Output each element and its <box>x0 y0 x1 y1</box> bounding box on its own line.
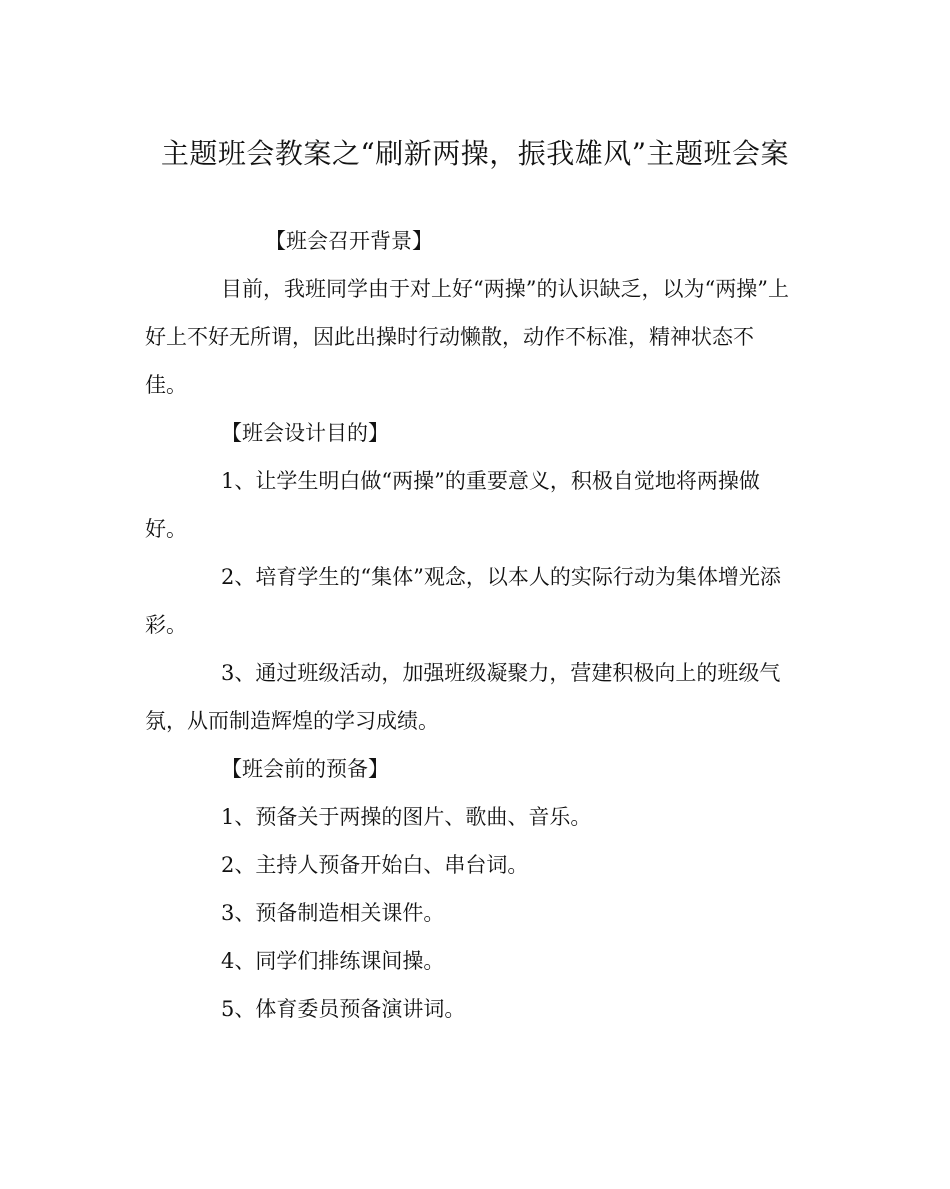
list-item-line: 2、培育学生的“集体”观念，以本人的实际行动为集体增光添 <box>221 565 781 589</box>
list-item-line: 彩。 <box>145 613 187 637</box>
paragraph-line: 目前，我班同学由于对上好“两操”的认识缺乏，以为“两操”上 <box>221 277 789 301</box>
list-item-line: 3、通过班级活动，加强班级凝聚力，营建积极向上的班级气 <box>221 661 781 685</box>
document-body <box>145 217 810 1033</box>
list-item: 3、预备制造相关课件。 <box>221 901 445 925</box>
section-heading-background: 【班会召开背景】 <box>265 229 433 253</box>
list-item-line: 1、让学生明白做“两操”的重要意义，积极自觉地将两操做 <box>221 469 760 493</box>
list-item-line: 好。 <box>145 517 187 541</box>
list-item: 2、主持人预备开始白、串台词。 <box>221 853 529 877</box>
section-heading-purpose: 【班会设计目的】 <box>221 421 389 445</box>
document-title: 主题班会教案之“刷新两操，振我雄风”主题班会案 <box>160 137 790 170</box>
list-item: 4、同学们排练课间操。 <box>221 949 445 973</box>
section-heading-preparation: 【班会前的预备】 <box>221 757 389 781</box>
list-item-line: 氛，从而制造辉煌的学习成绩。 <box>145 709 439 733</box>
list-item: 5、体育委员预备演讲词。 <box>221 997 466 1021</box>
paragraph-line: 好上不好无所谓，因此出操时行动懒散，动作不标准，精神状态不 <box>145 325 754 349</box>
paragraph-line: 佳。 <box>145 373 187 397</box>
list-item: 1、预备关于两操的图片、歌曲、音乐。 <box>221 805 592 829</box>
